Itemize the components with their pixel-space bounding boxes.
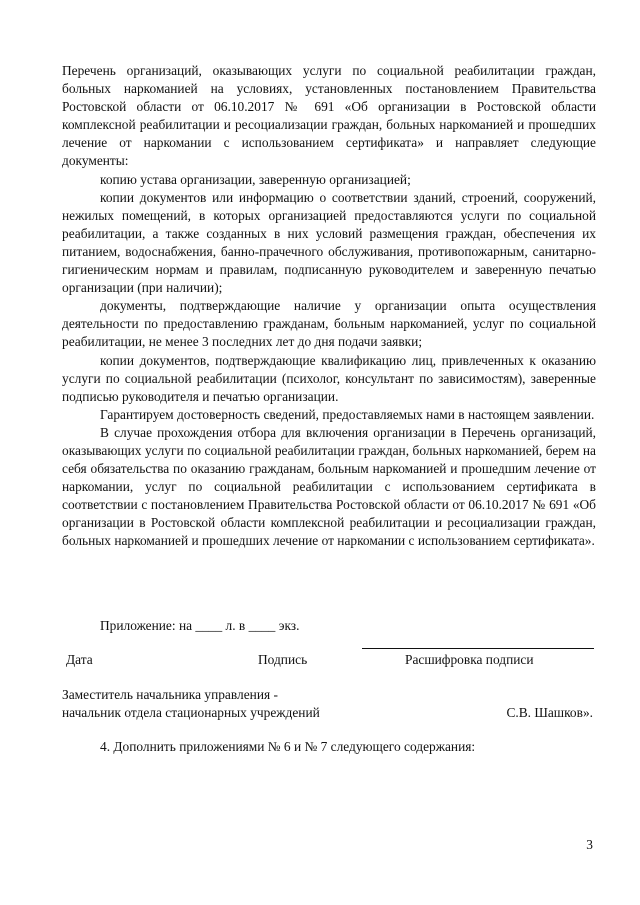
official-name: С.В. Шашков».: [506, 705, 593, 720]
paragraph-qualification-docs: копии документов, подтверждающие квалификацию лиц, привлеченных к оказанию услуги по социальной реабилитации (психолог, консультант по зависимостям), заверенные подписью руководителя и печатью организации.: [62, 352, 596, 404]
paragraph-intro: Перечень организаций, оказывающих услуги по социальной реабилитации граждан, больных наркоманией на условиях, установленных постановлением Правительства Ростовской области от 06.10.2017 № 691 «Об организации в Ростовской области комплексной реабилитации и ресоциализации граждан, больных наркоманией и прошедших лечение от наркомании с использованием сертификата» и направляет следующие документы:: [62, 63, 596, 169]
official-position-line-1: Заместитель начальника управления -: [62, 687, 278, 702]
paragraph-obligations: В случае прохождения отбора для включения организации в Перечень организаций, оказывающих услуги по социальной реабилитации граждан, больных наркоманией, берем на себя обязательства по оказанию гражданам, больным наркоманией и прошедшим лечение от наркомании, услуг по социальной реабилитации с использованием сертификата в соответствии с постановлением Правительства Ростовской области от 06.10.2017 № 691 «Об организации в Ростовской области комплексной реабилитации и ресоциализации граждан, больных наркоманией и прошедших лечение от наркомании с использованием сертификата».: [62, 424, 596, 549]
official-position: [62, 686, 320, 722]
paragraph-guarantee: Гарантируем достоверность сведений, предоставляемых нами в настоящем заявлении.: [100, 406, 595, 422]
item-four-text: 4. Дополнить приложениями № 6 и № 7 следующего содержания:: [100, 739, 476, 754]
paragraph-charter-copy: копию устава организации, заверенную организацией;: [100, 171, 411, 187]
paragraph-experience-docs: документы, подтверждающие наличие у организации опыта осуществления деятельности по предоставлению гражданам, больным наркоманией, услуг по социальной реабилитации, не менее 3 последних лет до дня подачи заявки;: [62, 298, 596, 350]
document-body: [62, 62, 596, 551]
attachment-line: Приложение: на ____ л. в ____ экз.: [100, 618, 300, 633]
signature-sign-label: Подпись: [258, 652, 308, 667]
official-position-line-2: начальник отдела стационарных учреждений: [62, 705, 320, 721]
page-number: 3: [586, 837, 593, 852]
paragraph-premises-info: копии документов или информацию о соответствии зданий, строений, сооружений, нежилых помещений, в которых организацией предоставляются услуги по социальной реабилитации, а также созданных в них условий размещения граждан, обеспечения их питанием, водоснабжения, банно-прачечного обслуживания, противопожарным, санитарно-гигиеническим нормам и правилам, подписанную руководителем и заверенную печатью организации (при наличии);: [62, 189, 596, 296]
signature-decode-label: Расшифровка подписи: [405, 652, 534, 667]
signature-underline: [362, 648, 594, 649]
signature-date-label: Дата: [66, 652, 93, 667]
